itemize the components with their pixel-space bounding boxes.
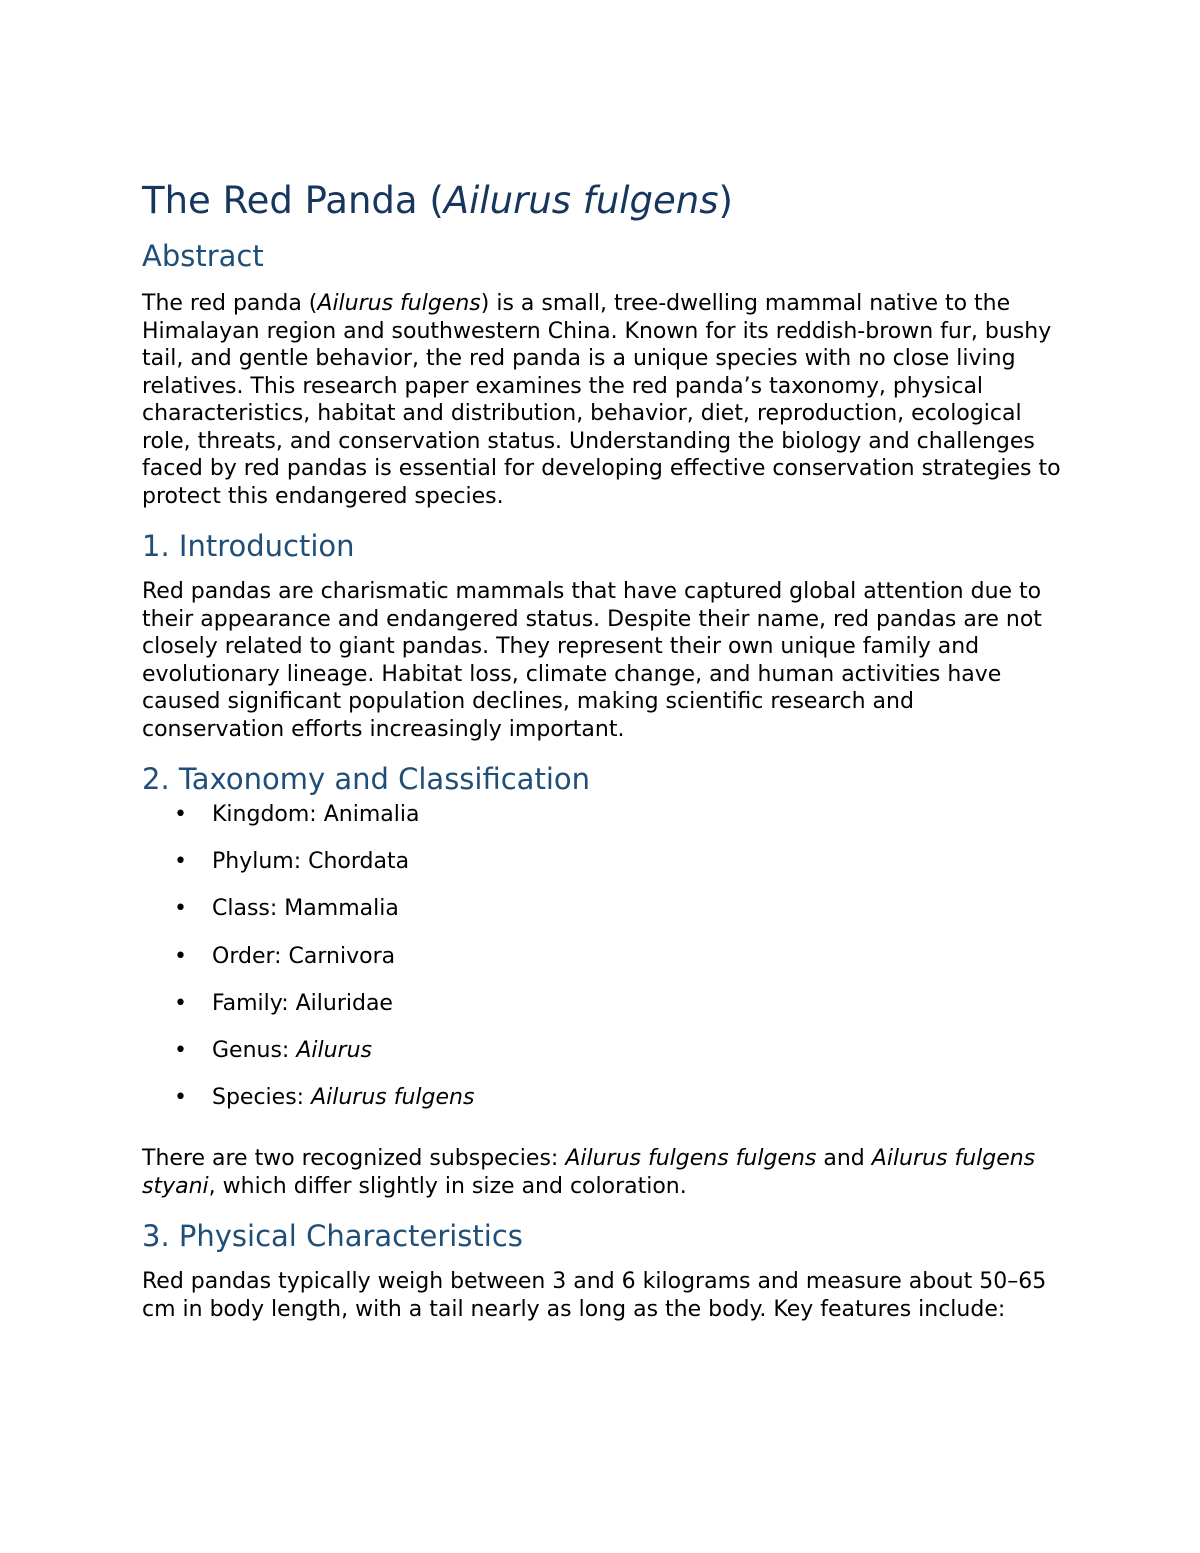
taxonomy-item-class	[142, 895, 1062, 942]
bullet-icon: •	[174, 896, 187, 922]
introduction-heading: 1. Introduction	[142, 529, 355, 563]
title-text: The Red Panda (	[142, 179, 444, 222]
taxonomy-italic-value: Ailurus fulgens	[311, 1085, 475, 1111]
taxonomy-value: Ailuridae	[295, 990, 393, 1016]
taxonomy-heading: 2. Taxonomy and Classification	[142, 762, 590, 796]
taxonomy-label: Family:	[212, 990, 296, 1016]
abstract-text-part-2: ) is a small, tree-dwelling mammal native to the Himalayan region and southwestern China. Known for its reddish-brown fur, bushy tail, and gentle behavior, the red panda is a unique species with no close living relatives. This research paper examines the red panda’s taxonomy, physical characteristics, habitat and distribution, behavior, diet, reproduction, ecological role, threats, and conservation status. Understanding the biology and challenges faced by red pandas is essential for developing effective conservation strategies to protect this endangered species.	[142, 291, 1061, 509]
taxonomy-label: Kingdom:	[212, 802, 324, 827]
taxonomy-item-species	[142, 1084, 1062, 1131]
document-content	[142, 178, 1062, 1323]
introduction-paragraph: Red pandas are charismatic mammals that have captured global attention due to their appearance and endangered status. Despite their name, red pandas are not closely related to giant pandas. They represent their own unique family and evolutionary lineage. Habitat loss, climate change, and human activities have caused significant population declines, making scientific research and conservation efforts increasingly important.	[142, 579, 1042, 742]
taxonomy-list	[142, 801, 1062, 1131]
abstract-text-part-1: The red panda (	[142, 291, 318, 316]
title-species-name: Ailurus fulgens	[443, 179, 719, 222]
bullet-icon: •	[174, 943, 187, 969]
bullet-icon: •	[174, 849, 187, 875]
subspecies-name-2: Ailurus fulgens styani	[142, 1146, 1036, 1199]
subspecies-text-part-2: and	[816, 1146, 872, 1172]
taxonomy-value: Mammalia	[284, 896, 399, 922]
taxonomy-label: Order:	[212, 943, 289, 969]
taxonomy-italic-value: Ailurus	[296, 1037, 373, 1063]
abstract-paragraph	[142, 290, 1062, 510]
abstract-species-name: Ailurus fulgens	[317, 291, 481, 316]
bullet-icon: •	[174, 1085, 187, 1111]
subspecies-paragraph	[142, 1145, 1062, 1200]
title-close-paren: )	[718, 179, 733, 222]
bullet-icon: •	[174, 990, 187, 1016]
taxonomy-item-family	[142, 990, 1062, 1037]
taxonomy-item-phylum	[142, 848, 1062, 895]
taxonomy-value: Carnivora	[288, 943, 396, 969]
bullet-icon: •	[174, 1037, 187, 1063]
taxonomy-label: Species:	[212, 1085, 312, 1111]
subspecies-text-part-1: There are two recognized subspecies:	[142, 1146, 566, 1172]
taxonomy-value: Animalia	[323, 802, 420, 827]
taxonomy-item-order	[142, 943, 1062, 990]
document-title	[142, 178, 1062, 224]
bullet-icon: •	[174, 802, 187, 827]
taxonomy-label: Genus:	[212, 1037, 297, 1063]
abstract-heading: Abstract	[142, 239, 264, 273]
taxonomy-item-kingdom	[142, 801, 1062, 848]
taxonomy-value: Chordata	[308, 849, 410, 875]
subspecies-name-1: Ailurus fulgens fulgens	[565, 1146, 817, 1172]
physical-characteristics-paragraph: Red pandas typically weigh between 3 and 6 kilograms and measure about 50–65 cm in body length, with a tail nearly as long as the body. Key features include:	[142, 1269, 1047, 1322]
physical-characteristics-heading: 3. Physical Characteristics	[142, 1219, 523, 1254]
taxonomy-item-genus	[142, 1037, 1062, 1084]
taxonomy-label: Phylum:	[212, 849, 309, 875]
taxonomy-label: Class:	[212, 896, 285, 922]
subspecies-text-part-3: , which differ slightly in size and coloration.	[208, 1173, 687, 1199]
